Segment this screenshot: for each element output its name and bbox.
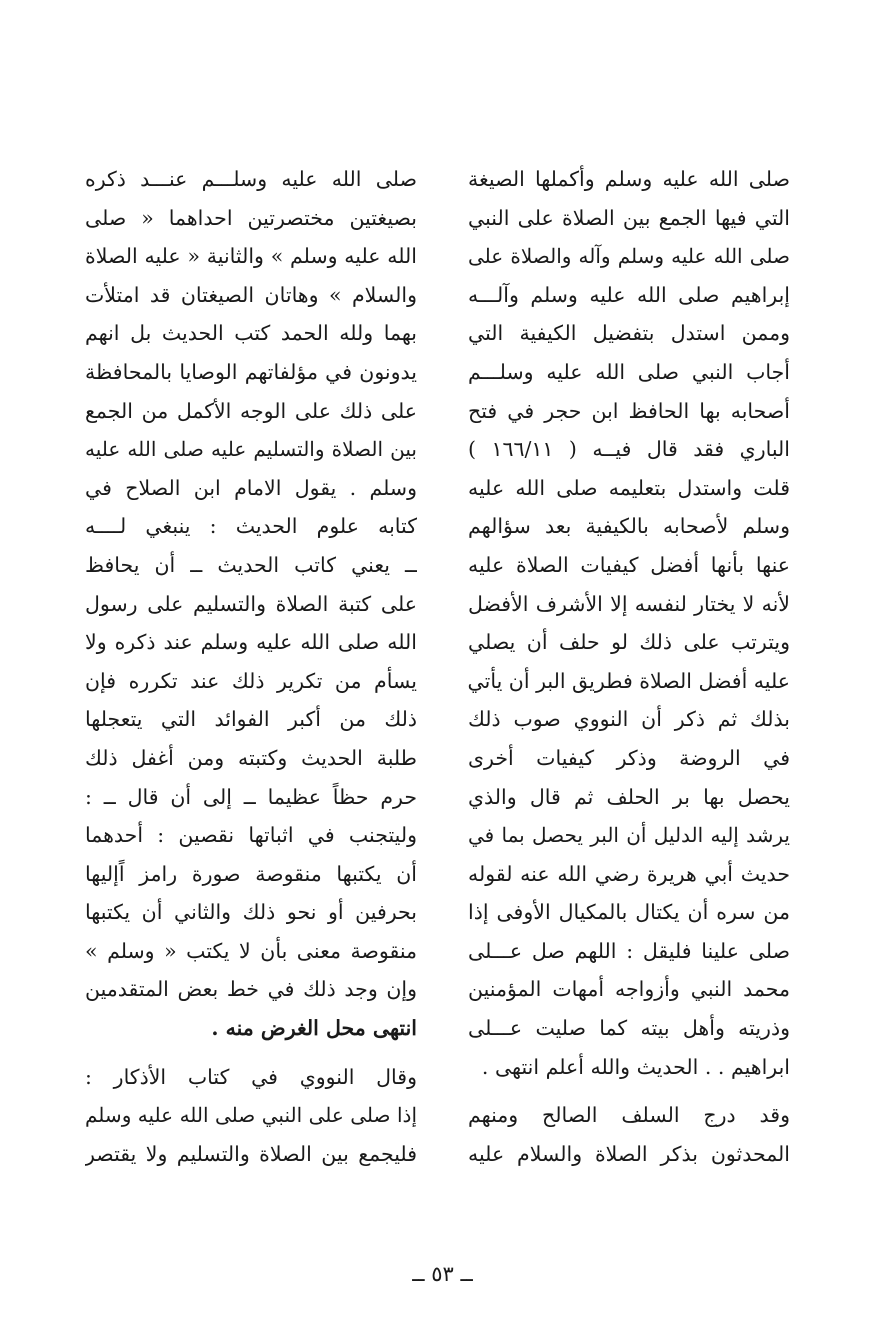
text-line: بهما ولله الحمد كتب الحديث بل انهم (85, 321, 417, 346)
text-line: صلى الله عليه وسلـــم عنـــد ذكره (85, 167, 417, 191)
text-line: صلى الله عليه وسلم وأكملها الصيغة (468, 167, 790, 191)
text-line: منقوصة معنى بأن لا يكتب « وسلم » (85, 938, 417, 963)
text-line: على ذلك على الوجه الأكمل من الجمع (85, 398, 417, 423)
left-paragraph-2 (85, 1058, 417, 1174)
text-line: كتابه علوم الحديث : ينبغي لــــه (85, 514, 417, 539)
text-line: صلى علينا فليقل : اللهم صل عـــلى (468, 938, 790, 963)
text-line: ابراهيم . . الحديث والله أعلم انتهى . (481, 1054, 790, 1079)
paragraph-gap (85, 1048, 417, 1058)
text-line: وإن وجد ذلك في خط بعض المتقدمين (85, 977, 417, 1002)
text-line: قلت واستدل بتعليمه صلى الله عليه (468, 475, 790, 500)
text-line: بحرفين أو نحو ذلك والثاني أن يكتبها (85, 900, 417, 925)
paragraph-ending-line: انتهى محل الغرض منه . (211, 1016, 417, 1041)
text-line: ذلك من أكبر الفوائد التي يتعجلها (85, 707, 417, 732)
text-line: الباري فقد قال فيــه ( ١٦٦/١١ ) (468, 437, 790, 462)
text-line: عليه أفضل الصلاة فطريق البر أن يأتي (468, 668, 790, 693)
text-line: حرم حظاً عظيما ــ إلى أن قال ــ : (85, 784, 417, 809)
text-line: بذلك ثم ذكر أن النووي صوب ذلك (468, 707, 790, 732)
text-line: وممن استدل بتفضيل الكيفية التي (468, 321, 790, 346)
right-paragraph-1 (468, 160, 790, 469)
text-line: بين الصلاة والتسليم عليه صلى الله عليه (85, 437, 417, 462)
text-line: يحصل بها بر الحلف ثم قال والذي (468, 784, 790, 809)
text-line: في الروضة وذكر كيفيات أخرى (468, 745, 790, 770)
text-line: المحدثون بذكر الصلاة والسلام عليه (468, 1141, 790, 1166)
text-line: لأنه لا يختار لنفسه إلا الأشرف الأفضل (468, 591, 790, 616)
text-line: أن يكتبها منقوصة صورة رامز اًإليها (85, 861, 417, 886)
text-line: أصحابه بها الحافظ ابن حجر في فتح (468, 398, 790, 423)
text-line: وليتجنب في اثباتها نقصين : أحدهما (85, 823, 417, 848)
text-line: حديث أبي هريرة رضي الله عنه لقوله (468, 861, 790, 886)
text-line: ويترتب على ذلك لو حلف أن يصلي (468, 630, 790, 655)
text-line: الله صلى الله عليه وسلم عند ذكره ولا (85, 630, 417, 655)
text-line: وقد درج السلف الصالح ومنهم (468, 1103, 790, 1128)
text-line: وقال النووي في كتاب الأذكار : (85, 1064, 417, 1089)
text-line: يرشد إليه الدليل أن البر يحصل بما في (468, 823, 790, 848)
text-line: إبراهيم صلى الله عليه وسلم وآلـــه (468, 282, 790, 307)
page-number: ــ ٥٣ ــ (412, 1262, 473, 1286)
text-line: يدونون في مؤلفاتهم الوصايا بالمحافظة (85, 359, 417, 384)
text-line: ــ يعني كاتب الحديث ــ أن يحافظ (85, 552, 417, 577)
text-line: من سره أن يكتال بالمكيال الأوفى إذا (468, 900, 790, 925)
text-line: أجاب النبي صلى الله عليه وسلـــم (468, 359, 790, 384)
text-line: على كتبة الصلاة والتسليم على رسول (85, 591, 417, 616)
text-line: والسلام » وهاتان الصيغتان قد امتلأت (85, 282, 417, 307)
text-line: التي فيها الجمع بين الصلاة على النبي (468, 205, 790, 230)
left-paragraph-1 (85, 160, 417, 1048)
left-column (85, 160, 417, 1173)
text-line: إذا صلى على النبي صلى الله عليه وسلم (85, 1103, 417, 1128)
text-line: بصيغتين مختصرتين احداهما « صلى (85, 205, 417, 230)
text-line: محمد النبي وأزواجه أمهات المؤمنين (468, 977, 790, 1002)
text-line: صلى الله عليه وسلم وآله والصلاة على (468, 244, 790, 269)
text-line: يسأم من تكرير ذلك عند تكرره فإن (85, 668, 417, 693)
text-line: وسلم . يقول الامام ابن الصلاح في (85, 475, 417, 500)
text-line: طلبة الحديث وكتبته ومن أغفل ذلك (85, 745, 417, 770)
paragraph-gap (468, 1086, 790, 1096)
text-line: وذريته وأهل بيته كما صليت عـــلى (468, 1016, 790, 1041)
right-paragraph-2 (468, 469, 790, 1087)
text-line: الله عليه وسلم » والثانية « عليه الصلاة (85, 244, 417, 269)
right-paragraph-3 (468, 1096, 790, 1173)
text-line: عنها بأنها أفضل كيفيات الصلاة عليه (468, 552, 790, 577)
right-column (468, 160, 790, 1173)
text-line: فليجمع بين الصلاة والتسليم ولا يقتصر (85, 1141, 417, 1166)
text-line: وسلم لأصحابه بالكيفية بعد سؤالهم (468, 514, 790, 539)
